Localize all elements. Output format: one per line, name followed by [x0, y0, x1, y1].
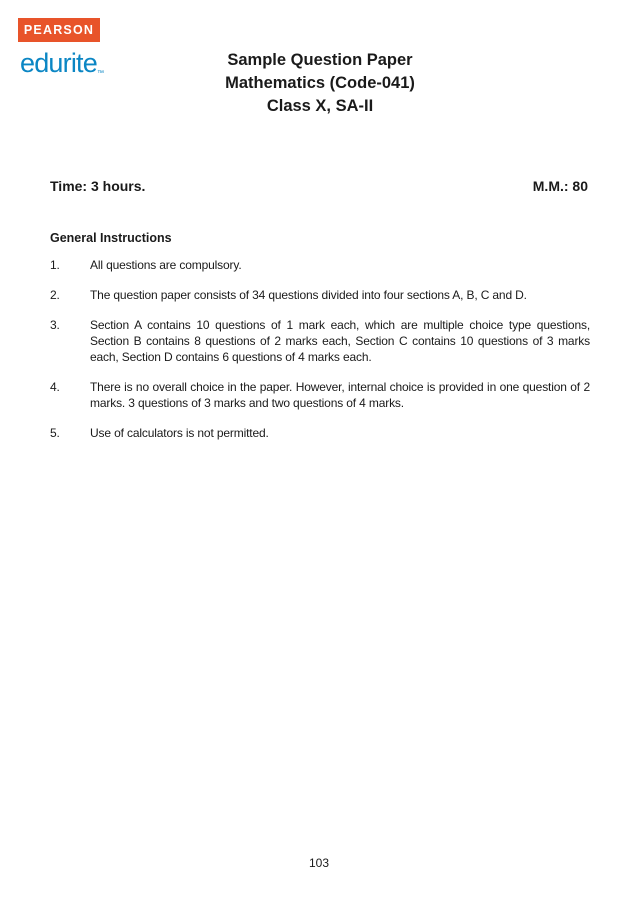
edurite-wordmark: edurite: [20, 48, 97, 78]
pearson-logo: PEARSON: [18, 18, 100, 42]
instructions-list: [50, 257, 590, 455]
trademark-symbol: ™: [97, 70, 104, 77]
paper-title: Sample Question Paper: [227, 51, 413, 69]
paper-header: [150, 49, 490, 118]
max-marks: M.M.: 80: [532, 178, 588, 194]
paper-class: Class X, SA-II: [266, 97, 374, 115]
exam-time: Time: 3 hours.: [50, 178, 146, 194]
instruction-text: The question paper consists of 34 questions divided into four sections A, B, C and D.: [90, 288, 527, 302]
instruction-text: Use of calculators is not permitted.: [90, 426, 269, 440]
instruction-item: [50, 257, 590, 273]
edurite-logo: [20, 45, 104, 81]
instruction-number: 3.: [50, 318, 60, 332]
instruction-item: [50, 287, 590, 303]
instructions-heading: General Instructions: [50, 231, 172, 245]
instruction-text: Section A contains 10 questions of 1 mark each, which are multiple choice type questions, Section B contains 8 questions of 2 marks each, Section C contains 10 questions of 3 marks each, Section D contains 6 questions of 4 marks each.: [90, 318, 590, 364]
instruction-text: All questions are compulsory.: [90, 258, 242, 272]
instruction-item: [50, 317, 590, 365]
instruction-item: [50, 425, 590, 441]
instruction-item: [50, 379, 590, 411]
instruction-number: 1.: [50, 258, 60, 272]
instruction-number: 2.: [50, 288, 60, 302]
publisher-logo: [18, 18, 104, 81]
paper-subject: Mathematics (Code-041): [225, 74, 415, 92]
exam-meta: [50, 178, 588, 198]
instruction-number: 4.: [50, 380, 60, 394]
page-number: 103: [308, 856, 330, 870]
instruction-text: There is no overall choice in the paper. However, internal choice is provided in one question of 2 marks. 3 questions of 3 marks and two questions of 4 marks.: [90, 380, 590, 410]
instruction-number: 5.: [50, 426, 60, 440]
